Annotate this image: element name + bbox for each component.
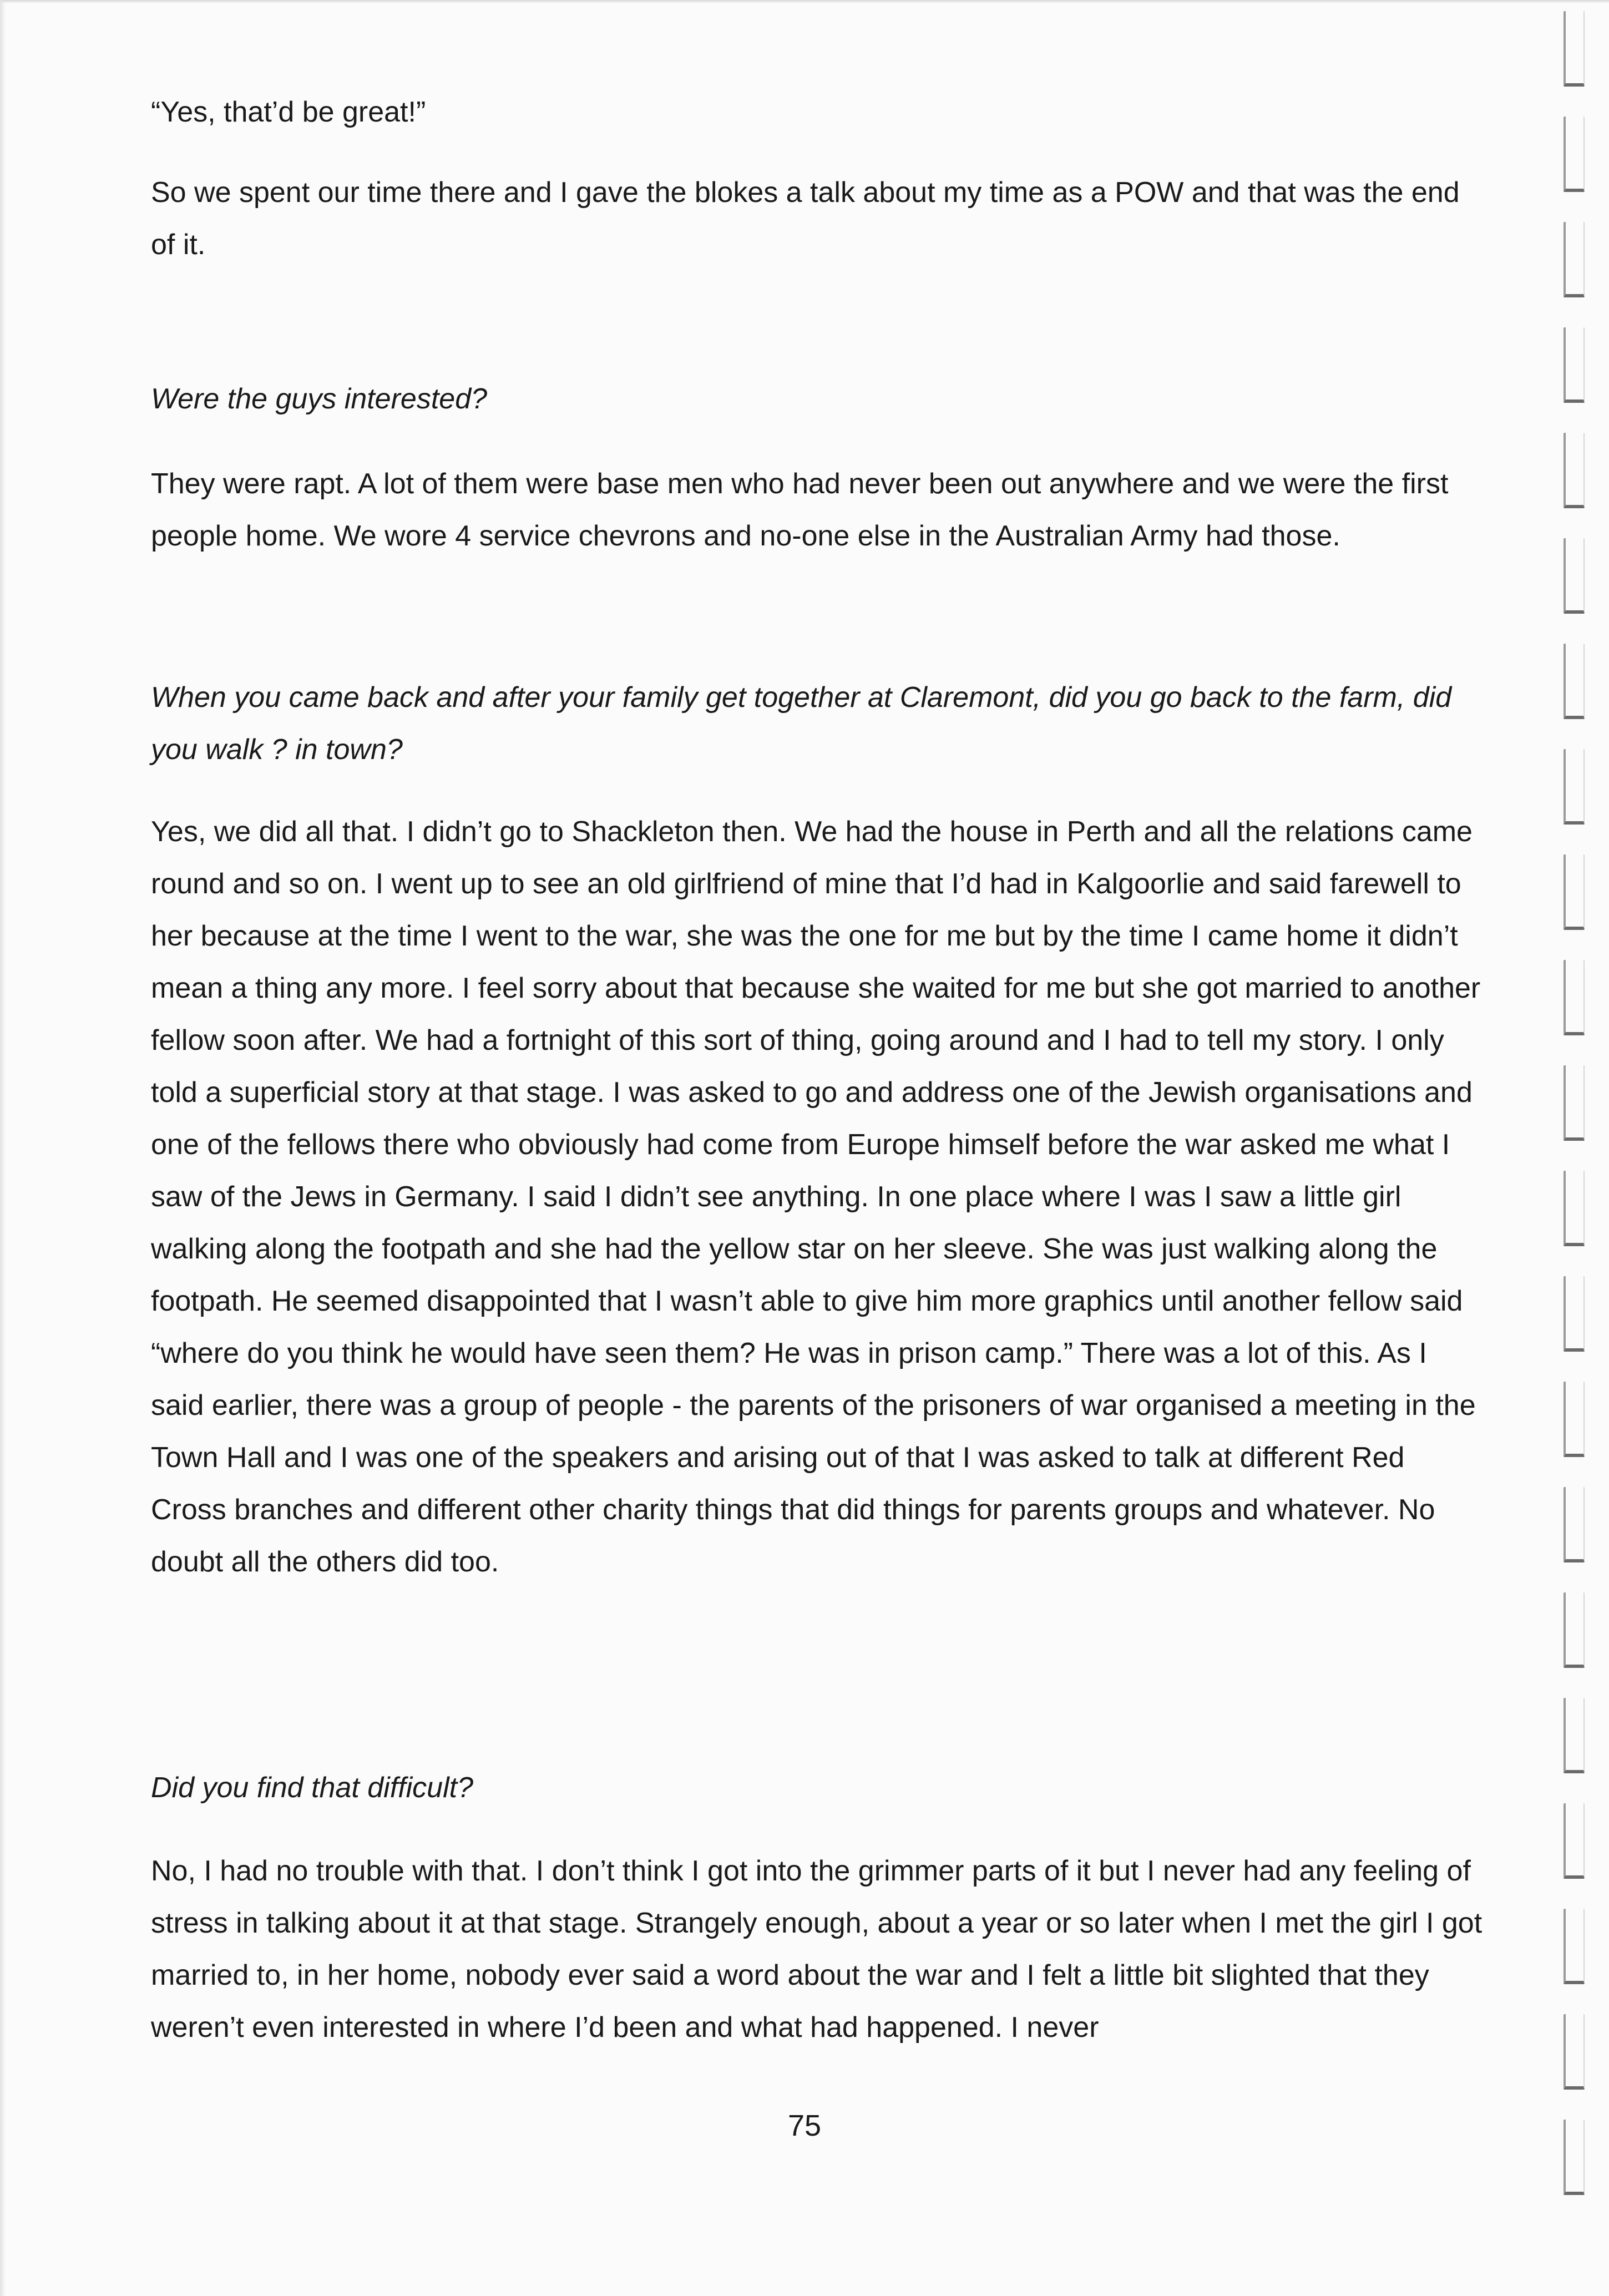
binding-ring xyxy=(1564,433,1585,508)
binding-ring xyxy=(1564,1487,1585,1562)
interviewer-question: Were the guys interested? xyxy=(151,383,488,415)
binding-ring xyxy=(1564,1276,1585,1352)
answer-paragraph: Yes, we did all that. I didn’t go to Shackleton then. We had the house in Perth and all the relations came round and so on. I went up to see an old girlfriend of mine that I’d had in Kalgoorlie and said farewell to her because at the time I went to the war, she was the one for me but by the time I came home it didn’t mean a thing any more. I feel sorry about that because she waited for me but she got married to another fellow soon after. We had a fortnight of this sort of thing, going around and I had to tell my story. I only told a superficial story at that stage. I was asked to go and address one of the Jewish organisations and one of the fellows there who obviously had come from Europe himself before the war asked me what I saw of the Jews in Germany. I said I didn’t see anything. In one place where I was I saw a little girl walking along the footpath and she had the yellow star on her sleeve. She was just walking along the footpath. He seemed disappointed that I wasn’t able to give him more graphics until another fellow said “where do you think he would have seen them? He was in prison camp.” There was a lot of this. As I said earlier, there was a group of people - the parents of the prisoners of war organised a meeting in the Town Hall and I was one of the speakers and arising out of that I was asked to talk at different Red Cross branches and different other charity things that did things for parents groups and whatever. No doubt all the others did too. xyxy=(151,816,1481,1578)
answer-paragraph: They were rapt. A lot of them were base men who had never been out anywhere and we were the first people home. We wore 4 service chevrons and no-one else in the Australian Army had those. xyxy=(151,468,1449,552)
answer-paragraph: So we spent our time there and I gave the blokes a talk about my time as a POW and that was the end of it. xyxy=(151,176,1460,261)
binding-ring xyxy=(1564,854,1585,930)
interviewer-question: Did you find that difficult? xyxy=(151,1772,473,1804)
binding-ring xyxy=(1564,2120,1585,2195)
binding-strip xyxy=(1558,0,1591,2296)
binding-ring xyxy=(1564,1382,1585,1457)
binding-ring xyxy=(1564,960,1585,1035)
answer-paragraph: “Yes, that’d be great!” xyxy=(151,96,426,128)
binding-ring xyxy=(1564,327,1585,403)
page-left-edge xyxy=(0,0,6,2296)
binding-ring xyxy=(1564,1592,1585,1668)
binding-ring xyxy=(1564,644,1585,719)
binding-ring xyxy=(1564,538,1585,614)
interviewer-question: When you came back and after your family get together at Claremont, did you go back to the farm, did you walk ? in town? xyxy=(151,681,1452,766)
binding-ring xyxy=(1564,11,1585,87)
page-top-edge xyxy=(0,0,1609,3)
binding-ring xyxy=(1564,222,1585,297)
binding-ring xyxy=(1564,1803,1585,1879)
answer-paragraph: No, I had no trouble with that. I don’t think I got into the grimmer parts of it but I never had any feeling of stress in talking about it at that stage. Strangely enough, about a year or so later when I met the girl I got married to, in her home, nobody ever said a word about the war and I felt a little bit slighted that they weren’t even interested in where I’d been and what had happened. I never xyxy=(151,1855,1482,2044)
binding-ring xyxy=(1564,1065,1585,1141)
binding-ring xyxy=(1564,117,1585,192)
binding-ring xyxy=(1564,1909,1585,1984)
binding-ring xyxy=(1564,1698,1585,1773)
binding-ring xyxy=(1564,749,1585,825)
page-number: 75 xyxy=(787,2109,822,2142)
binding-ring xyxy=(1564,1171,1585,1246)
binding-ring xyxy=(1564,2014,1585,2090)
